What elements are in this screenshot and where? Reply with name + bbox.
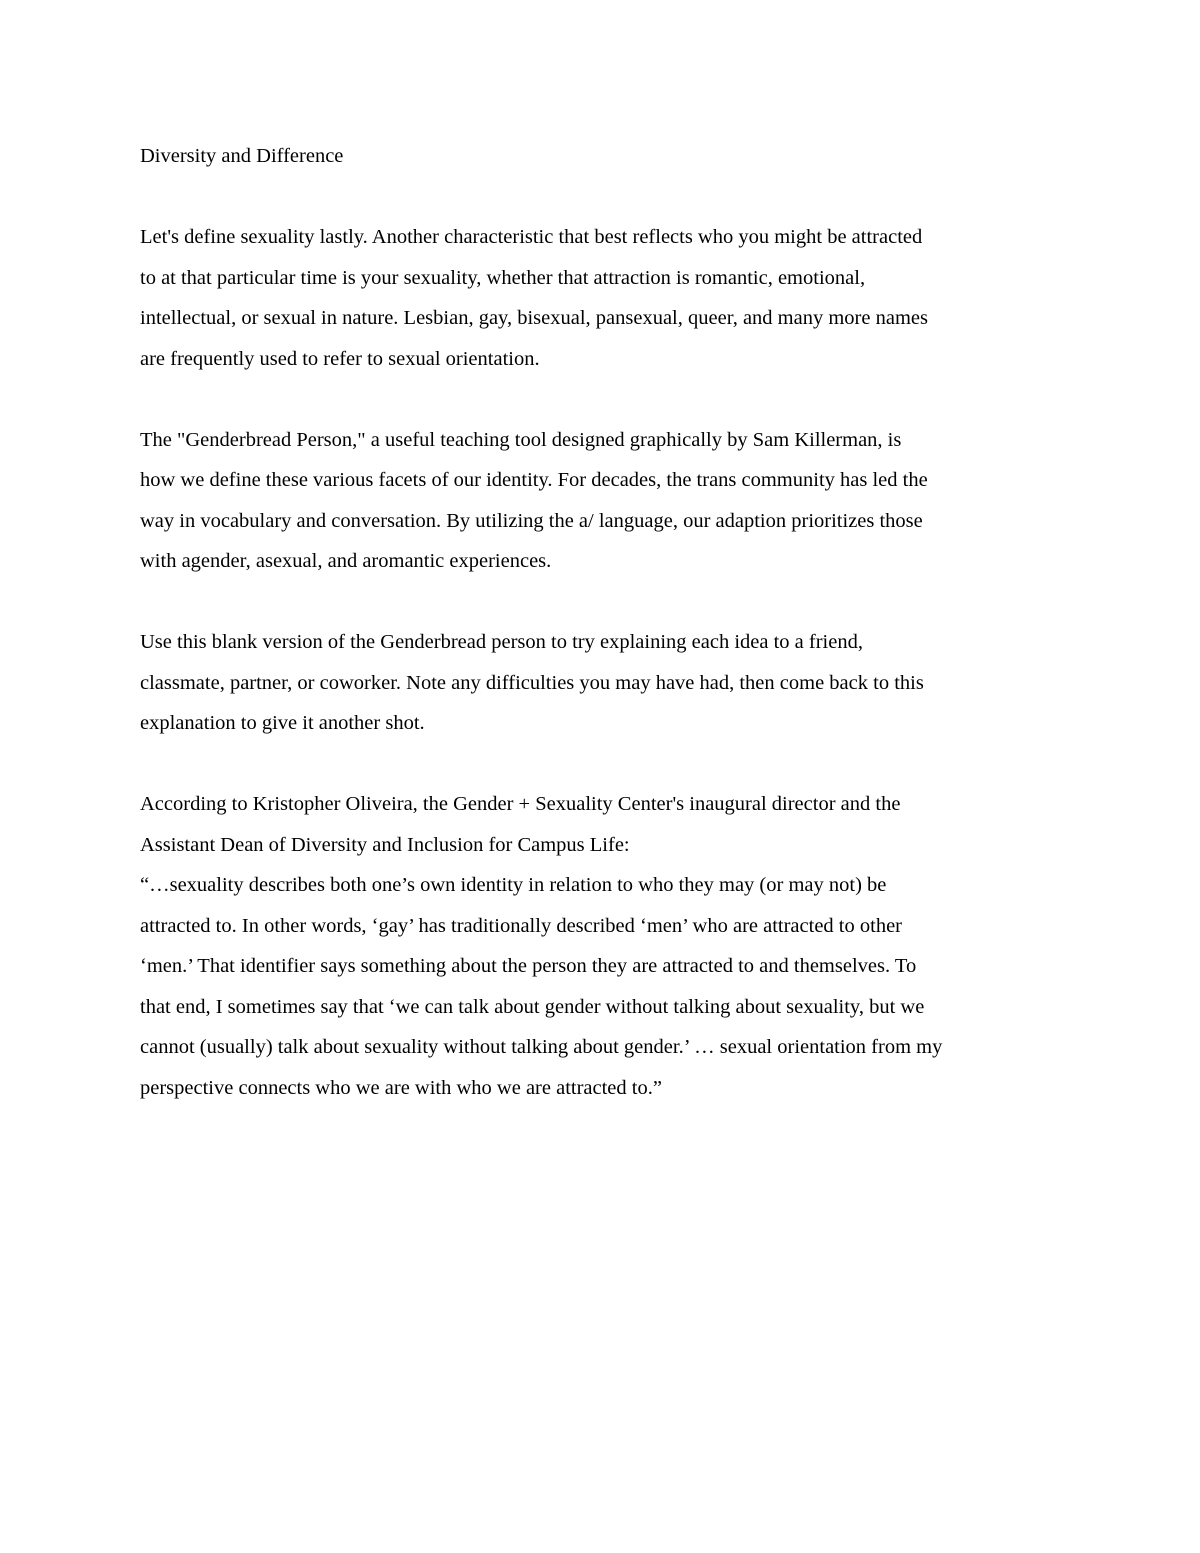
text-line: The "Genderbread Person," a useful teaching tool designed graphically by Sam Killerman, is — [140, 428, 902, 451]
text-line: classmate, partner, or coworker. Note any difficulties you may have had, then come back to this — [140, 671, 924, 694]
text-line: way in vocabulary and conversation. By utilizing the a/ language, our adaption prioritizes those — [140, 509, 923, 532]
text-line: According to Kristopher Oliveira, the Gender + Sexuality Center's inaugural director and the — [140, 793, 901, 815]
paragraph-blank-version-exercise — [140, 622, 1065, 744]
paragraph-quote-oliveira — [140, 784, 1065, 1108]
quote-line: ‘men.’ That identifier says something about the person they are attracted to and themselves. To — [140, 955, 917, 977]
text-line: with agender, asexual, and aromantic experiences. — [140, 550, 552, 572]
paragraph-spacer — [140, 582, 1065, 623]
text-line: intellectual, or sexual in nature. Lesbian, gay, bisexual, pansexual, queer, and many more names — [140, 307, 928, 329]
quote-line: cannot (usually) talk about sexuality without talking about gender.’ … sexual orientation from my — [140, 1036, 943, 1058]
text-line: to at that particular time is your sexuality, whether that attraction is romantic, emotional, — [140, 266, 866, 289]
quote-line: perspective connects who we are with who we are attracted to.” — [140, 1076, 662, 1099]
quote-line: attracted to. In other words, ‘gay’ has traditionally described ‘men’ who are attracted to other — [140, 914, 902, 937]
text-line: explanation to give it another shot. — [140, 712, 425, 734]
paragraph-spacer — [140, 177, 1065, 218]
document-body — [140, 136, 1065, 1108]
paragraph-genderbread-person — [140, 420, 1065, 582]
quote-line: that end, I sometimes say that ‘we can talk about gender without talking about sexuality, but we — [140, 995, 925, 1018]
text-line: Use this blank version of the Genderbread person to try explaining each idea to a friend, — [140, 631, 863, 653]
text-line: Assistant Dean of Diversity and Inclusion for Campus Life: — [140, 833, 630, 856]
text-line: how we define these various facets of our identity. For decades, the trans community has led the — [140, 469, 928, 491]
paragraph-sexuality-definition — [140, 217, 1065, 379]
paragraph-spacer — [140, 379, 1065, 420]
paragraph-spacer — [140, 744, 1065, 785]
text-line: Let's define sexuality lastly. Another characteristic that best reflects who you might be attracted — [140, 226, 923, 248]
document-title: Diversity and Difference — [140, 145, 344, 167]
text-line: are frequently used to refer to sexual orientation. — [140, 347, 540, 370]
quote-line: “…sexuality describes both one’s own identity in relation to who they may (or may not) be — [140, 874, 887, 896]
